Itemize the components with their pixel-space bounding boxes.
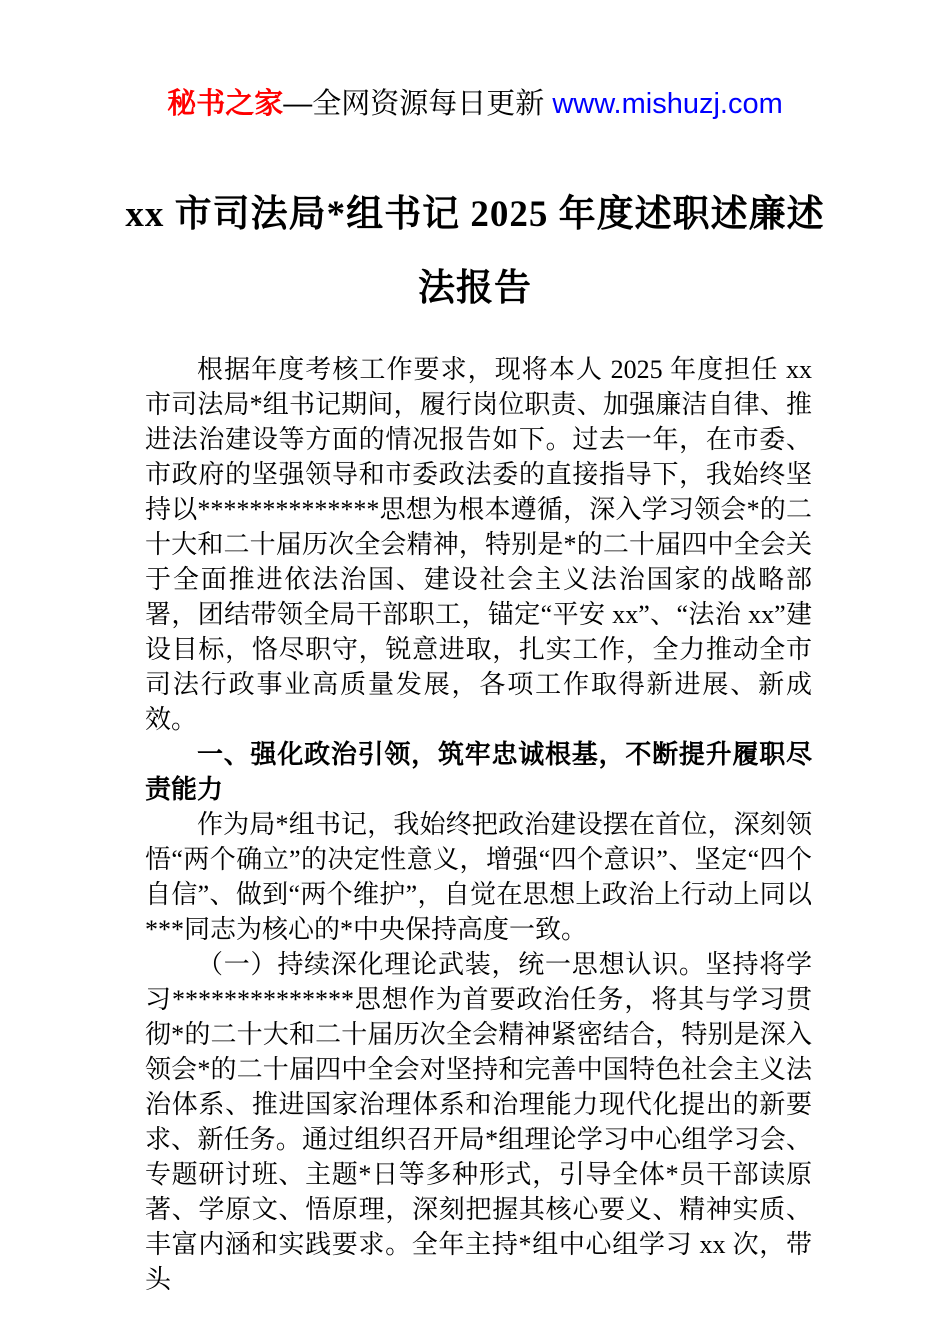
header-tagline: —全网资源每日更新 bbox=[283, 88, 553, 120]
paragraph-theory-study: （一）持续深化理论武装，统一思想认识。坚持将学习**************思想作为首要政治任务，将其与学习贯彻*的二十大和二十届历次全会精神紧密结合，特别是深入领会*的二十届四中全会对坚持和完善中国特色社会主义法治体系、推进国家治理体系和治理能力现代化提出的新要求、新任务。通过组织召开局*组理论学习中心组学习会、专题研讨班、主题*日等多种形式，引导全体*员干部读原著、学原文、悟原理，深刻把握其核心要义、精神实质、丰富内涵和实践要求。全年主持*组中心组学习 xx 次，带头 bbox=[145, 950, 812, 1294]
paragraph-intro: 根据年度考核工作要求，现将本人 2025 年度担任 xx 市司法局*组书记期间，履行岗位职责、加强廉洁自律、推进法治建设等方面的情况报告如下。过去一年，在市委、市政府的坚强领导和市委政法委的直接指导下，我始终坚持以**************思想为根本遵循，深入学习领会*的二十大和二十届历次全会精神，特别是*的二十届四中全会关于全面推进依法治国、建设社会主义法治国家的战略部署，团结带领全局干部职工，锚定“平安 xx”、“法治 xx”建设目标，恪尽职守，锐意进取，扎实工作，全力推动全市司法行政事业高质量发展，各项工作取得新进展、新成效。 bbox=[145, 355, 812, 734]
document-body bbox=[145, 352, 812, 1297]
site-url-link[interactable]: www.mishuzj.com bbox=[552, 88, 783, 120]
paragraph-political-building: 作为局*组书记，我始终把政治建设摆在首位，深刻领悟“两个确立”的决定性意义，增强“四个意识”、坚定“四个自信”、做到“两个维护”，自觉在思想上政治上行动上同以***同志为核心的*中央保持高度一致。 bbox=[145, 810, 812, 944]
title-line-1: xx 市司法局*组书记 2025 年度述职述廉述 bbox=[125, 194, 825, 235]
promo-header bbox=[0, 0, 950, 122]
brand-text: 秘书之家 bbox=[167, 88, 284, 120]
section-heading-1: 一、强化政治引领，筑牢忠诚根基，不断提升履职尽责能力 bbox=[145, 740, 812, 804]
document-title bbox=[125, 178, 825, 326]
title-line-2: 法报告 bbox=[418, 268, 532, 309]
